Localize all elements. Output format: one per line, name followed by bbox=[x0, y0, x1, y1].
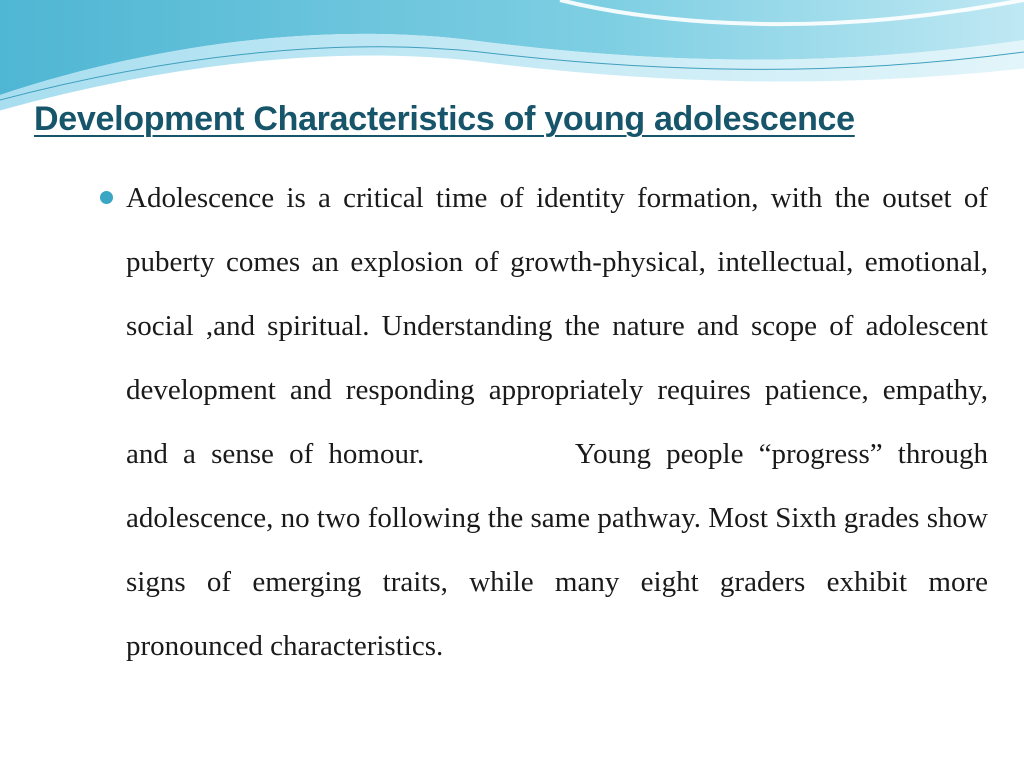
bullet-item bbox=[126, 166, 996, 678]
bullet-text: Adolescence is a critical time of identity formation, with the outset of puberty comes an explosion of growth-physical, intellectual, emotional, social ,and spiritual. Understanding the nature and scope of adolescent development and responding appropriately requires patience, empathy, and a sense of homour. Young people “progress” through adolescence, no two following the same pathway. Most Sixth grades show signs of emerging traits, while many eight graders exhibit more pronounced characteristics. bbox=[126, 182, 996, 662]
slide-title: Development Characteristics of young adolescence bbox=[34, 100, 855, 138]
bullet-dot-icon bbox=[100, 191, 113, 204]
bullet-list bbox=[126, 166, 996, 678]
